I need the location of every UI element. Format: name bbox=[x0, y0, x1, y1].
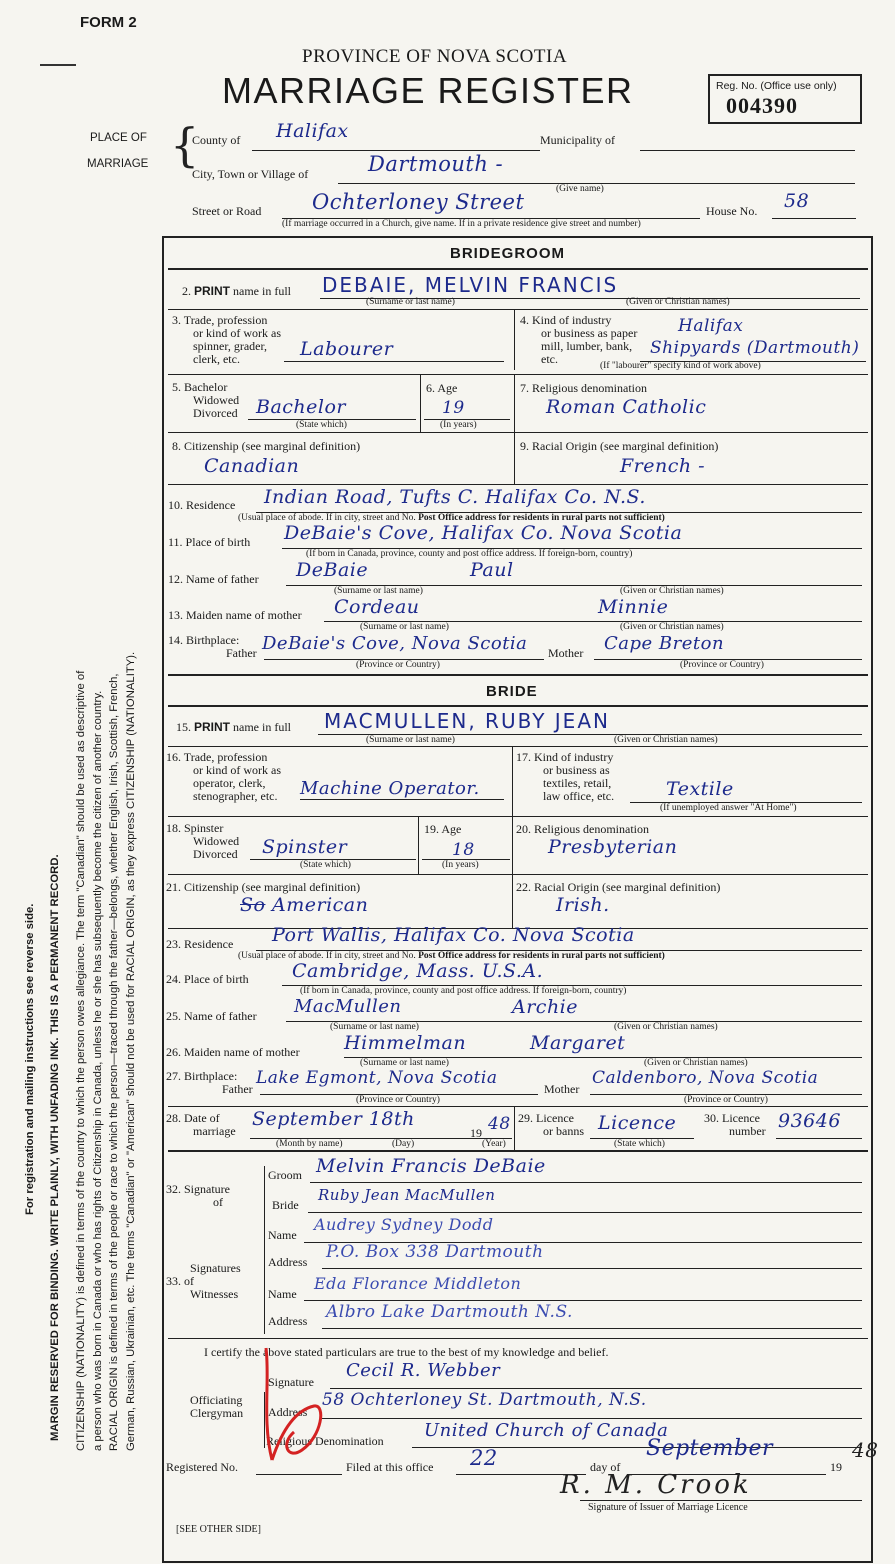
place-brace: { bbox=[170, 118, 200, 172]
groom-father-word: Father bbox=[226, 646, 257, 660]
reg-number-label: Reg. No. (Office use only) bbox=[716, 80, 837, 92]
bride-trade-label: 16. Trade, profession or kind of work as operator, clerk, stenographer, etc. bbox=[166, 750, 281, 803]
bride-citizenship-strike: So bbox=[240, 894, 266, 916]
bride-citizenship: American bbox=[272, 894, 369, 916]
groom-father-surname-note: (Surname or last name) bbox=[334, 586, 423, 596]
witness-label: Signatures 33. of Witnesses bbox=[166, 1261, 241, 1301]
marriage-date: September 18th bbox=[252, 1108, 415, 1130]
groom-racial: French - bbox=[620, 455, 706, 477]
groom-mother-given: Minnie bbox=[598, 596, 669, 618]
reg-number-value: 004390 bbox=[726, 93, 798, 118]
licence-value: Licence bbox=[598, 1112, 677, 1134]
bride-father-given-note: (Given or Christian names) bbox=[614, 1022, 718, 1032]
licence-label: 29. Licence or banns bbox=[518, 1111, 584, 1138]
marriage-year-note: (Year) bbox=[482, 1139, 506, 1149]
margin-line5: RACIAL ORIGIN is defined in terms of the people or race to which the person—traced through the father—belongs, whether English, Irish, Scottish, French, bbox=[108, 673, 120, 1451]
clergy-signature: Cecil R. Webber bbox=[346, 1360, 501, 1381]
bride-status: Spinster bbox=[262, 836, 348, 858]
witness1-name: Audrey Sydney Dodd bbox=[314, 1215, 494, 1234]
place-label-line2: MARRIAGE bbox=[87, 158, 149, 170]
marriage-month-note: (Month by name) bbox=[276, 1139, 343, 1149]
margin-line6: German, Russian, Ukrainian, etc. The terms "Canadian" or "American" should not be used for RACIAL ORIGIN, as they express CITIZENSHIP (NATIONALITY). bbox=[124, 651, 137, 1451]
groom-birth: DeBaie's Cove, Halifax Co. Nova Scotia bbox=[284, 522, 683, 544]
groom-status-label: 5. Bachelor Widowed Divorced bbox=[172, 380, 240, 420]
registered-label: Registered No. bbox=[166, 1460, 238, 1474]
city-value: Dartmouth - bbox=[368, 152, 504, 176]
margin-line1: For registration and mailing instructions see reverse side. bbox=[24, 903, 36, 1215]
groom-mother-word: Mother bbox=[548, 646, 584, 660]
county-value: Halifax bbox=[276, 120, 349, 142]
groom-mother-given-note: (Given or Christian names) bbox=[620, 622, 724, 632]
issuer-note: Signature of Issuer of Marriage Licence bbox=[588, 1502, 748, 1513]
licence-note: (State which) bbox=[614, 1139, 665, 1149]
bride-father-province-note: (Province or Country) bbox=[356, 1095, 440, 1105]
bride-industry-note: (If unemployed answer "At Home") bbox=[660, 803, 797, 813]
bride-mother-surname-note: (Surname or last name) bbox=[360, 1058, 449, 1068]
bride-birthplace-label: 27. Birthplace: bbox=[166, 1069, 238, 1083]
groom-state-which: (State which) bbox=[296, 420, 347, 430]
city-label: City, Town or Village of bbox=[192, 167, 309, 181]
province-heading: PROVINCE OF NOVA SCOTIA bbox=[302, 46, 568, 67]
groom-residence: Indian Road, Tufts C. Halifax Co. N.S. bbox=[264, 486, 646, 508]
bride-father-surname-note: (Surname or last name) bbox=[330, 1022, 419, 1032]
licence-number: 93646 bbox=[778, 1110, 841, 1132]
county-label: County of bbox=[192, 133, 241, 147]
groom-religion-label: 7. Religious denomination bbox=[520, 381, 647, 395]
bride-mother-word: Mother bbox=[544, 1082, 580, 1096]
bride-birth: Cambridge, Mass. U.S.A. bbox=[292, 960, 544, 982]
witness1-address: P.O. Box 338 Dartmouth bbox=[326, 1242, 544, 1262]
bride-industry: Textile bbox=[666, 778, 734, 800]
house-value: 58 bbox=[784, 190, 810, 212]
groom-father-given: Paul bbox=[470, 559, 514, 581]
bride-religion-label: 20. Religious denomination bbox=[516, 822, 649, 836]
margin-line4: a person who was born in Canada or who has rights of Citizenship in Canada, unless he or she has subsequently become the citizen of another country. bbox=[91, 690, 104, 1451]
witness1-address-label: Address bbox=[268, 1255, 308, 1269]
groom-residence-label: 10. Residence bbox=[168, 498, 236, 512]
reg-number-box bbox=[708, 74, 862, 124]
page-title: MARRIAGE REGISTER bbox=[222, 70, 634, 111]
place-note: (If marriage occurred in a Church, give name. If in a private residence give street and number) bbox=[282, 219, 641, 229]
bride-citizenship-label: 21. Citizenship (see marginal definition) bbox=[166, 880, 361, 894]
margin-instructions bbox=[22, 85, 162, 1455]
officiating-label: Officiating Clergyman bbox=[190, 1393, 244, 1420]
groom-age: 19 bbox=[442, 398, 465, 418]
bride-signature: Ruby Jean MacMullen bbox=[318, 1186, 496, 1204]
groom-mother-label: 13. Maiden name of mother bbox=[168, 608, 302, 622]
clergy-address-label: Address bbox=[268, 1405, 308, 1419]
bride-given-note: (Given or Christian names) bbox=[614, 735, 718, 745]
filed-label: Filed at this office bbox=[346, 1460, 434, 1474]
groom-mother-surname: Cordeau bbox=[334, 596, 420, 618]
groom-birth-note: (If born in Canada, province, county and post office address. If foreign-born, country) bbox=[306, 549, 633, 559]
street-label: Street or Road bbox=[192, 204, 262, 218]
groom-industry-note: (If "labourer" specify kind of work above) bbox=[600, 361, 761, 371]
marriage-date-label: 28. Date of marriage bbox=[166, 1111, 236, 1138]
groom-industry-label: 4. Kind of industry or business as paper mill, lumber, bank, etc. bbox=[520, 313, 638, 366]
groom-birth-label: 11. Place of birth bbox=[168, 535, 251, 549]
bride-racial: Irish. bbox=[556, 894, 610, 916]
groom-in-years: (In years) bbox=[440, 420, 477, 430]
marriage-day-note: (Day) bbox=[392, 1139, 415, 1149]
give-name-note: (Give name) bbox=[556, 184, 604, 194]
bride-surname-note: (Surname or last name) bbox=[366, 735, 455, 745]
bride-religion: Presbyterian bbox=[548, 836, 678, 858]
bride-industry-label: 17. Kind of industry or business as textiles, retail, law office, etc. bbox=[516, 750, 615, 803]
groom-racial-label: 9. Racial Origin (see marginal definition) bbox=[520, 439, 719, 453]
groom-sig-label: Groom bbox=[268, 1168, 302, 1182]
bride-mother-label: 26. Maiden name of mother bbox=[166, 1045, 300, 1059]
groom-mother-province-note: (Province or Country) bbox=[680, 660, 764, 670]
groom-surname-note: (Surname or last name) bbox=[366, 297, 455, 307]
certify-statement: I certify the above stated particulars are true to the best of my knowledge and belief. bbox=[204, 1345, 609, 1359]
witness2-name: Eda Florance Middleton bbox=[314, 1274, 522, 1293]
filed-year-prefix: 19 bbox=[830, 1460, 842, 1474]
clergy-signature-label: Signature bbox=[268, 1375, 314, 1389]
bride-mother-surname: Himmelman bbox=[344, 1032, 467, 1054]
bride-father-label: 25. Name of father bbox=[166, 1009, 257, 1023]
groom-mother-surname-note: (Surname or last name) bbox=[360, 622, 449, 632]
bride-father-surname: MacMullen bbox=[294, 996, 402, 1017]
bride-name-label: 15. PRINT name in full bbox=[176, 720, 291, 734]
groom-birthplace-label: 14. Birthplace: bbox=[168, 633, 240, 647]
bride-residence-label: 23. Residence bbox=[166, 937, 234, 951]
groom-mother-birthplace: Cape Breton bbox=[604, 633, 725, 654]
groom-father-given-note: (Given or Christian names) bbox=[620, 586, 724, 596]
witness2-address-label: Address bbox=[268, 1314, 308, 1328]
bride-mother-given-note: (Given or Christian names) bbox=[644, 1058, 748, 1068]
bride-father-given: Archie bbox=[512, 996, 579, 1018]
groom-father-label: 12. Name of father bbox=[168, 572, 259, 586]
groom-trade: Labourer bbox=[300, 338, 394, 360]
bride-trade: Machine Operator. bbox=[300, 778, 480, 799]
groom-religion: Roman Catholic bbox=[546, 396, 707, 418]
margin-line2: MARGIN RESERVED FOR BINDING. WRITE PLAINLY, WITH UNFADING INK. THIS IS A PERMANENT RECORD. bbox=[48, 854, 61, 1441]
groom-industry-line2: Shipyards (Dartmouth) bbox=[650, 338, 860, 358]
groom-citizenship-label: 8. Citizenship (see marginal definition) bbox=[172, 439, 361, 453]
groom-residence-note: (Usual place of abode. If in city, street and No. Post Office address for residents in rural parts not sufficient) bbox=[238, 513, 665, 523]
form-number: FORM 2 bbox=[80, 14, 137, 31]
witness1-name-label: Name bbox=[268, 1228, 297, 1242]
bride-birth-label: 24. Place of birth bbox=[166, 972, 249, 986]
filed-year: 48 bbox=[852, 1438, 879, 1462]
clergy-address: 58 Ochterloney St. Dartmouth, N.S. bbox=[322, 1390, 647, 1410]
groom-name: DEBAIE, MELVIN FRANCIS bbox=[322, 273, 619, 297]
licence-number-label: 30. Licence number bbox=[704, 1111, 766, 1138]
marriage-year-prefix: 19 bbox=[470, 1126, 482, 1140]
bride-status-label: 18. Spinster Widowed Divorced bbox=[166, 821, 240, 861]
bride-heading: BRIDE bbox=[486, 683, 538, 700]
groom-citizenship: Canadian bbox=[204, 455, 300, 477]
signature-label: 32. Signature of bbox=[166, 1182, 230, 1209]
bridegroom-heading: BRIDEGROOM bbox=[450, 245, 565, 262]
groom-father-province-note: (Province or Country) bbox=[356, 660, 440, 670]
groom-given-note: (Given or Christian names) bbox=[626, 297, 730, 307]
witness2-address: Albro Lake Dartmouth N.S. bbox=[326, 1302, 573, 1322]
dash-mark bbox=[40, 64, 76, 66]
day-of-label: day of bbox=[590, 1460, 621, 1474]
marriage-year: 48 bbox=[488, 1114, 511, 1134]
margin-line3: CITIZENSHIP (NATIONALITY) is defined in terms of the country to which the person owes allegiance. The term "Canadian" should be used as descriptive of bbox=[75, 670, 87, 1451]
bride-birth-note: (If born in Canada, province, county and post office address. If foreign-born, country) bbox=[300, 986, 627, 996]
bride-residence: Port Wallis, Halifax Co. Nova Scotia bbox=[272, 924, 635, 946]
groom-signature: Melvin Francis DeBaie bbox=[316, 1155, 546, 1177]
bride-state-which: (State which) bbox=[300, 860, 351, 870]
bride-name: MACMULLEN, RUBY JEAN bbox=[324, 709, 610, 733]
street-value: Ochterloney Street bbox=[312, 190, 525, 214]
groom-age-label: 6. Age bbox=[426, 381, 458, 395]
bride-age-label: 19. Age bbox=[424, 822, 462, 836]
denomination: United Church of Canada bbox=[424, 1420, 669, 1441]
groom-trade-label: 3. Trade, profession or kind of work as spinner, grader, clerk, etc. bbox=[172, 313, 281, 366]
bride-mother-province-note: (Province or Country) bbox=[684, 1095, 768, 1105]
place-label-line1: PLACE OF bbox=[90, 132, 147, 144]
bride-mother-birthplace: Caldenboro, Nova Scotia bbox=[592, 1068, 819, 1088]
bride-sig-label: Bride bbox=[272, 1198, 299, 1212]
bride-father-word: Father bbox=[222, 1082, 253, 1096]
see-other-side: [SEE OTHER SIDE] bbox=[176, 1524, 261, 1535]
groom-father-surname: DeBaie bbox=[296, 559, 369, 581]
filed-month: September bbox=[646, 1436, 774, 1461]
groom-status: Bachelor bbox=[256, 396, 347, 418]
bride-racial-label: 22. Racial Origin (see marginal definition) bbox=[516, 880, 721, 894]
house-label: House No. bbox=[706, 204, 758, 218]
witness2-name-label: Name bbox=[268, 1287, 297, 1301]
bride-age: 18 bbox=[452, 840, 475, 860]
bride-father-birthplace: Lake Egmont, Nova Scotia bbox=[256, 1068, 498, 1088]
filed-day: 22 bbox=[470, 1446, 498, 1470]
issuer-signature: R. M. Crook bbox=[560, 1470, 752, 1500]
groom-industry-line1: Halifax bbox=[678, 316, 744, 336]
denomination-label: Religious Denomination bbox=[266, 1434, 384, 1448]
municipality-label: Municipality of bbox=[540, 133, 615, 147]
bride-mother-given: Margaret bbox=[530, 1032, 626, 1054]
bride-residence-note: (Usual place of abode. If in city, street and No. Post Office address for residents in rural parts not sufficient) bbox=[238, 951, 665, 961]
bride-in-years: (In years) bbox=[442, 860, 479, 870]
red-check-mark bbox=[252, 1340, 332, 1470]
groom-name-label: 2. PRINT name in full bbox=[182, 284, 291, 298]
groom-father-birthplace: DeBaie's Cove, Nova Scotia bbox=[262, 633, 528, 654]
